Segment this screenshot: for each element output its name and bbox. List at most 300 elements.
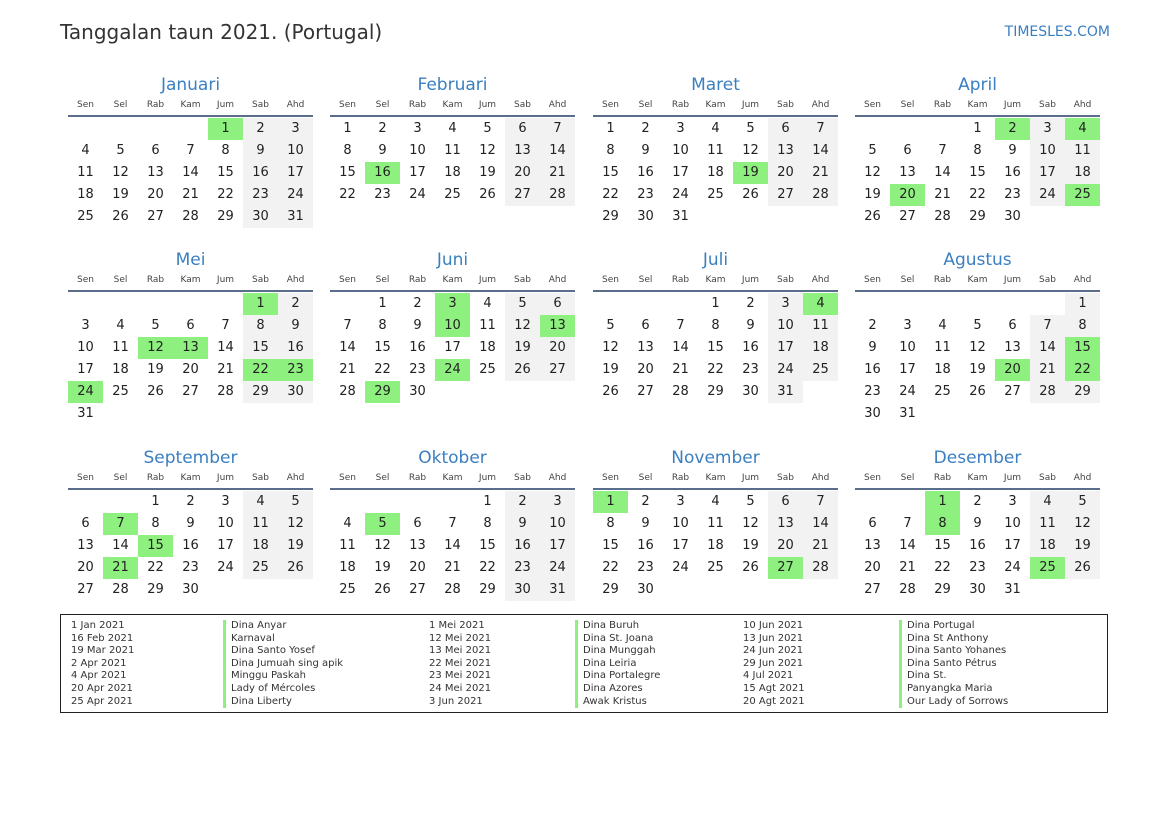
day-cell: 7 [448,516,457,531]
day-cell: 26 [864,209,881,224]
day-cell: 2 [868,318,877,333]
day-cell: 18 [1030,535,1065,557]
holiday-day-cell: 3 [435,293,470,315]
header-divider [593,115,838,117]
day-cell: 13 [409,538,426,553]
day-cell: 4 [938,318,947,333]
day-cell: 11 [339,538,356,553]
holiday-date: 12 Mei 2021 [429,632,492,644]
day-cell: 2 [243,118,278,140]
holiday-name: Dina Portugal [899,620,1008,633]
day-cell: 20 [540,337,575,359]
day-cell: 8 [606,143,615,158]
day-cell: 24 [1030,184,1065,206]
month-februari [330,74,575,206]
day-cell: 10 [278,140,313,162]
month-name: Juni [436,250,469,270]
weekday-header: Ahd [286,473,305,483]
day-cell: 20 [409,560,426,575]
holiday-day-cell: 20 [890,184,925,206]
day-cell: 10 [899,340,916,355]
day-cell: 15 [243,337,278,359]
day-cell: 1 [606,121,615,136]
holiday-name: Dina Jumuah sing apik [223,658,343,671]
day-cell: 20 [505,162,540,184]
day-cell: 20 [768,162,803,184]
weekday-header: Sen [339,100,356,110]
day-cell: 19 [864,187,881,202]
empty-cell [138,293,173,315]
day-cell: 20 [864,560,881,575]
day-cell: 7 [221,318,230,333]
holiday-name: Dina St. Joana [575,633,660,646]
day-cell: 9 [1008,143,1017,158]
day-cell: 1 [973,121,982,136]
empty-cell [890,293,925,315]
empty-cell [890,118,925,140]
day-cell: 1 [1065,293,1100,315]
month-name: Februari [417,75,488,95]
weekday-header: Sab [1039,473,1056,483]
day-cell: 18 [707,538,724,553]
day-cell: 23 [374,187,391,202]
header-divider [855,488,1100,490]
month-juni [330,249,575,403]
day-cell: 6 [186,318,195,333]
day-cell: 23 [637,560,654,575]
holiday-day-cell: 2 [995,118,1030,140]
day-cell: 21 [803,535,838,557]
day-cell: 17 [1030,162,1065,184]
holiday-day-cell: 5 [365,513,400,535]
day-cell: 26 [969,384,986,399]
holiday-name: Dina Santo Pétrus [899,658,1008,671]
day-cell: 18 [444,165,461,180]
weekday-header: Ahd [1073,473,1092,483]
holiday-day-cell: 25 [1030,557,1065,579]
weekday-header: Jum [741,100,760,110]
weekday-header: Jum [216,473,235,483]
day-cell: 25 [77,209,94,224]
holiday-day-cell: 25 [1065,184,1100,206]
day-cell: 26 [742,187,759,202]
holiday-day-cell: 22 [1065,359,1100,381]
empty-cell [68,491,103,513]
day-cell: 4 [243,491,278,513]
day-cell: 13 [637,340,654,355]
day-cell: 4 [483,296,492,311]
day-cell: 30 [243,206,278,228]
holiday-name: Minggu Paskah [223,670,343,683]
day-cell: 26 [479,187,496,202]
weekday-header: Sen [864,100,881,110]
day-cell: 28 [112,582,129,597]
weekday-header: Kam [180,100,201,110]
holiday-legend [60,614,1108,713]
month-november [593,447,838,601]
empty-cell [628,293,663,315]
day-cell: 28 [540,184,575,206]
holiday-name: Dina Anyar [223,620,343,633]
weekday-header: Ahd [286,100,305,110]
day-cell: 21 [803,162,838,184]
day-cell: 15 [969,165,986,180]
holiday-name: Dina St Anthony [899,633,1008,646]
day-cell: 26 [112,209,129,224]
day-cell: 1 [711,296,720,311]
holiday-day-cell: 23 [278,359,313,381]
day-cell: 10 [217,516,234,531]
weekday-header: Sen [77,473,94,483]
day-cell: 14 [803,513,838,535]
holiday-day-cell: 1 [593,491,628,513]
header-divider [330,488,575,490]
weekday-header: Sel [375,100,390,110]
weekday-header: Ahd [548,473,567,483]
holiday-name: Dina Munggah [575,645,660,658]
day-cell: 8 [973,143,982,158]
holiday-day-cell: 1 [243,293,278,315]
day-cell: 8 [151,516,160,531]
day-cell: 17 [409,165,426,180]
day-cell: 24 [672,560,689,575]
day-cell: 29 [602,582,619,597]
weekday-header: Sel [375,473,390,483]
day-cell: 6 [903,143,912,158]
holiday-name: Dina Leiria [575,658,660,671]
holiday-date: 3 Jun 2021 [429,695,483,707]
day-cell: 2 [186,494,195,509]
day-cell: 9 [973,516,982,531]
weekday-header: Sab [514,100,531,110]
day-cell: 4 [711,121,720,136]
day-cell: 16 [409,340,426,355]
day-cell: 21 [540,162,575,184]
day-cell: 23 [637,187,654,202]
day-cell: 5 [868,143,877,158]
day-cell: 25 [934,384,951,399]
day-cell: 30 [637,582,654,597]
holiday-day-cell: 27 [768,557,803,579]
day-cell: 20 [768,535,803,557]
weekday-header: Rab [933,275,952,285]
day-cell: 3 [676,121,685,136]
holiday-day-cell: 1 [208,118,243,140]
day-cell: 25 [112,384,129,399]
day-cell: 21 [934,187,951,202]
weekday-header: Sel [638,275,653,285]
holiday-day-cell: 8 [925,513,960,535]
day-cell: 25 [707,187,724,202]
empty-cell [855,491,890,513]
holiday-day-cell: 4 [803,293,838,315]
holiday-day-cell: 16 [365,162,400,184]
day-cell: 25 [707,560,724,575]
day-cell: 17 [899,362,916,377]
holiday-date: 15 Agt 2021 [743,682,805,694]
day-cell: 18 [243,535,278,557]
day-cell: 28 [672,384,689,399]
day-cell: 24 [1004,560,1021,575]
holiday-day-cell: 15 [1065,337,1100,359]
day-cell: 23 [243,184,278,206]
weekday-header: Jum [478,100,497,110]
day-cell: 21 [1030,359,1065,381]
legend-date-column [743,620,805,708]
weekday-header: Sab [514,275,531,285]
holiday-date: 23 Mei 2021 [429,670,492,682]
day-cell: 29 [602,209,619,224]
day-cell: 13 [864,538,881,553]
day-cell: 27 [505,184,540,206]
weekday-header: Sab [777,473,794,483]
weekday-header: Kam [967,275,988,285]
holiday-name: Panyangka Maria [899,683,1008,696]
empty-cell [1030,293,1065,315]
day-cell: 5 [973,318,982,333]
day-cell: 6 [768,118,803,140]
weekday-header: Ahd [548,100,567,110]
day-cell: 30 [505,579,540,601]
day-cell: 6 [505,118,540,140]
weekday-header: Sel [375,275,390,285]
day-cell: 16 [742,340,759,355]
day-cell: 28 [803,557,838,579]
day-cell: 14 [803,140,838,162]
month-mei [68,249,313,425]
weekday-header: Kam [705,275,726,285]
weekday-header: Kam [705,100,726,110]
day-cell: 7 [803,118,838,140]
day-cell: 22 [147,560,164,575]
day-cell: 29 [969,209,986,224]
day-cell: 14 [540,140,575,162]
day-cell: 27 [637,384,654,399]
holiday-day-cell: 29 [365,381,400,403]
day-cell: 14 [112,538,129,553]
day-cell: 5 [151,318,160,333]
day-cell: 10 [540,513,575,535]
day-cell: 18 [339,560,356,575]
day-cell: 31 [768,381,803,403]
day-cell: 19 [1065,535,1100,557]
day-cell: 13 [768,140,803,162]
weekday-header: Sab [777,275,794,285]
header-divider [68,488,313,490]
day-cell: 3 [1008,494,1017,509]
day-cell: 15 [217,165,234,180]
day-cell: 22 [374,362,391,377]
weekday-header: Kam [967,473,988,483]
day-cell: 28 [339,384,356,399]
empty-cell [890,491,925,513]
day-cell: 12 [742,516,759,531]
day-cell: 4 [343,516,352,531]
month-name: November [671,448,760,468]
day-cell: 21 [444,560,461,575]
weekday-header: Jum [478,473,497,483]
day-cell: 27 [409,582,426,597]
day-cell: 30 [278,381,313,403]
weekday-header: Rab [933,473,952,483]
empty-cell [330,293,365,315]
day-cell: 13 [505,140,540,162]
day-cell: 25 [479,362,496,377]
day-cell: 13 [899,165,916,180]
day-cell: 22 [602,560,619,575]
day-cell: 8 [483,516,492,531]
day-cell: 18 [479,340,496,355]
month-name: Januari [160,75,221,95]
weekday-header: Ahd [1073,275,1092,285]
day-cell: 16 [505,535,540,557]
day-cell: 31 [1004,582,1021,597]
holiday-date: 4 Apr 2021 [71,670,127,682]
day-cell: 27 [899,209,916,224]
empty-cell [855,293,890,315]
day-cell: 31 [899,406,916,421]
day-cell: 8 [711,318,720,333]
day-cell: 11 [444,143,461,158]
day-cell: 11 [479,318,496,333]
day-cell: 3 [413,121,422,136]
day-cell: 21 [899,560,916,575]
month-september [68,447,313,601]
weekday-header: Kam [180,275,201,285]
day-cell: 27 [182,384,199,399]
weekday-header: Sel [113,100,128,110]
day-cell: 31 [540,579,575,601]
day-cell: 23 [969,560,986,575]
holiday-name: Dina Buruh [575,620,660,633]
weekday-header: Jum [216,275,235,285]
weekday-header: Ahd [548,275,567,285]
header-divider [330,290,575,292]
weekday-header: Sab [777,100,794,110]
holiday-date: 16 Feb 2021 [71,632,134,644]
day-cell: 31 [672,209,689,224]
holiday-date: 1 Jan 2021 [71,620,125,631]
header-divider [593,290,838,292]
empty-cell [103,293,138,315]
day-cell: 19 [742,538,759,553]
day-cell: 8 [221,143,230,158]
empty-cell [960,293,995,315]
day-cell: 23 [864,384,881,399]
weekday-header: Rab [933,100,952,110]
day-cell: 29 [147,582,164,597]
day-cell: 11 [112,340,129,355]
month-oktober [330,447,575,601]
day-cell: 7 [903,516,912,531]
day-cell: 13 [77,538,94,553]
header-divider [330,115,575,117]
legend-name-column [899,620,1008,708]
holiday-day-cell: 10 [435,315,470,337]
holiday-name: Lady of Mércoles [223,683,343,696]
day-cell: 3 [221,494,230,509]
day-cell: 28 [803,184,838,206]
holiday-date: 4 Jul 2021 [743,670,794,682]
weekday-header: Rab [408,473,427,483]
weekday-header: Kam [442,473,463,483]
day-cell: 19 [112,187,129,202]
day-cell: 7 [540,118,575,140]
holiday-date: 20 Agt 2021 [743,695,805,707]
day-cell: 9 [243,140,278,162]
day-cell: 18 [1065,162,1100,184]
day-cell: 9 [641,516,650,531]
day-cell: 9 [641,143,650,158]
day-cell: 17 [672,165,689,180]
day-cell: 14 [444,538,461,553]
day-cell: 8 [343,143,352,158]
day-cell: 29 [1065,381,1100,403]
day-cell: 29 [934,582,951,597]
legend-date-column [71,620,134,708]
month-juli [593,249,838,403]
day-cell: 19 [278,535,313,557]
day-cell: 23 [742,362,759,377]
legend-date-column [429,620,491,708]
day-cell: 11 [1065,140,1100,162]
weekday-header: Sen [602,100,619,110]
holiday-date: 24 Jun 2021 [743,645,804,657]
day-cell: 5 [505,293,540,315]
site-link[interactable]: TIMESLES.COM [1004,24,1110,40]
day-cell: 19 [147,362,164,377]
day-cell: 1 [151,494,160,509]
day-cell: 17 [77,362,94,377]
day-cell: 11 [707,143,724,158]
day-cell: 18 [77,187,94,202]
day-cell: 9 [186,516,195,531]
empty-cell [330,491,365,513]
day-cell: 6 [641,318,650,333]
header-divider [68,290,313,292]
weekday-header: Sel [638,473,653,483]
day-cell: 16 [637,165,654,180]
weekday-header: Rab [408,100,427,110]
day-cell: 12 [505,315,540,337]
day-cell: 29 [479,582,496,597]
day-cell: 24 [540,557,575,579]
day-cell: 29 [707,384,724,399]
day-cell: 6 [540,293,575,315]
day-cell: 20 [637,362,654,377]
day-cell: 5 [116,143,125,158]
day-cell: 23 [409,362,426,377]
day-cell: 14 [182,165,199,180]
day-cell: 1 [343,121,352,136]
weekday-header: Sel [900,275,915,285]
day-cell: 27 [77,582,94,597]
day-cell: 12 [374,538,391,553]
day-cell: 6 [151,143,160,158]
holiday-name: Dina Azores [575,683,660,696]
day-cell: 10 [672,143,689,158]
holiday-name: Our Lady of Sorrows [899,696,1008,709]
day-cell: 13 [147,165,164,180]
day-cell: 14 [899,538,916,553]
weekday-header: Kam [442,100,463,110]
weekday-header: Sab [252,473,269,483]
weekday-header: Sen [864,275,881,285]
day-cell: 25 [243,557,278,579]
day-cell: 18 [112,362,129,377]
day-cell: 9 [868,340,877,355]
day-cell: 7 [186,143,195,158]
